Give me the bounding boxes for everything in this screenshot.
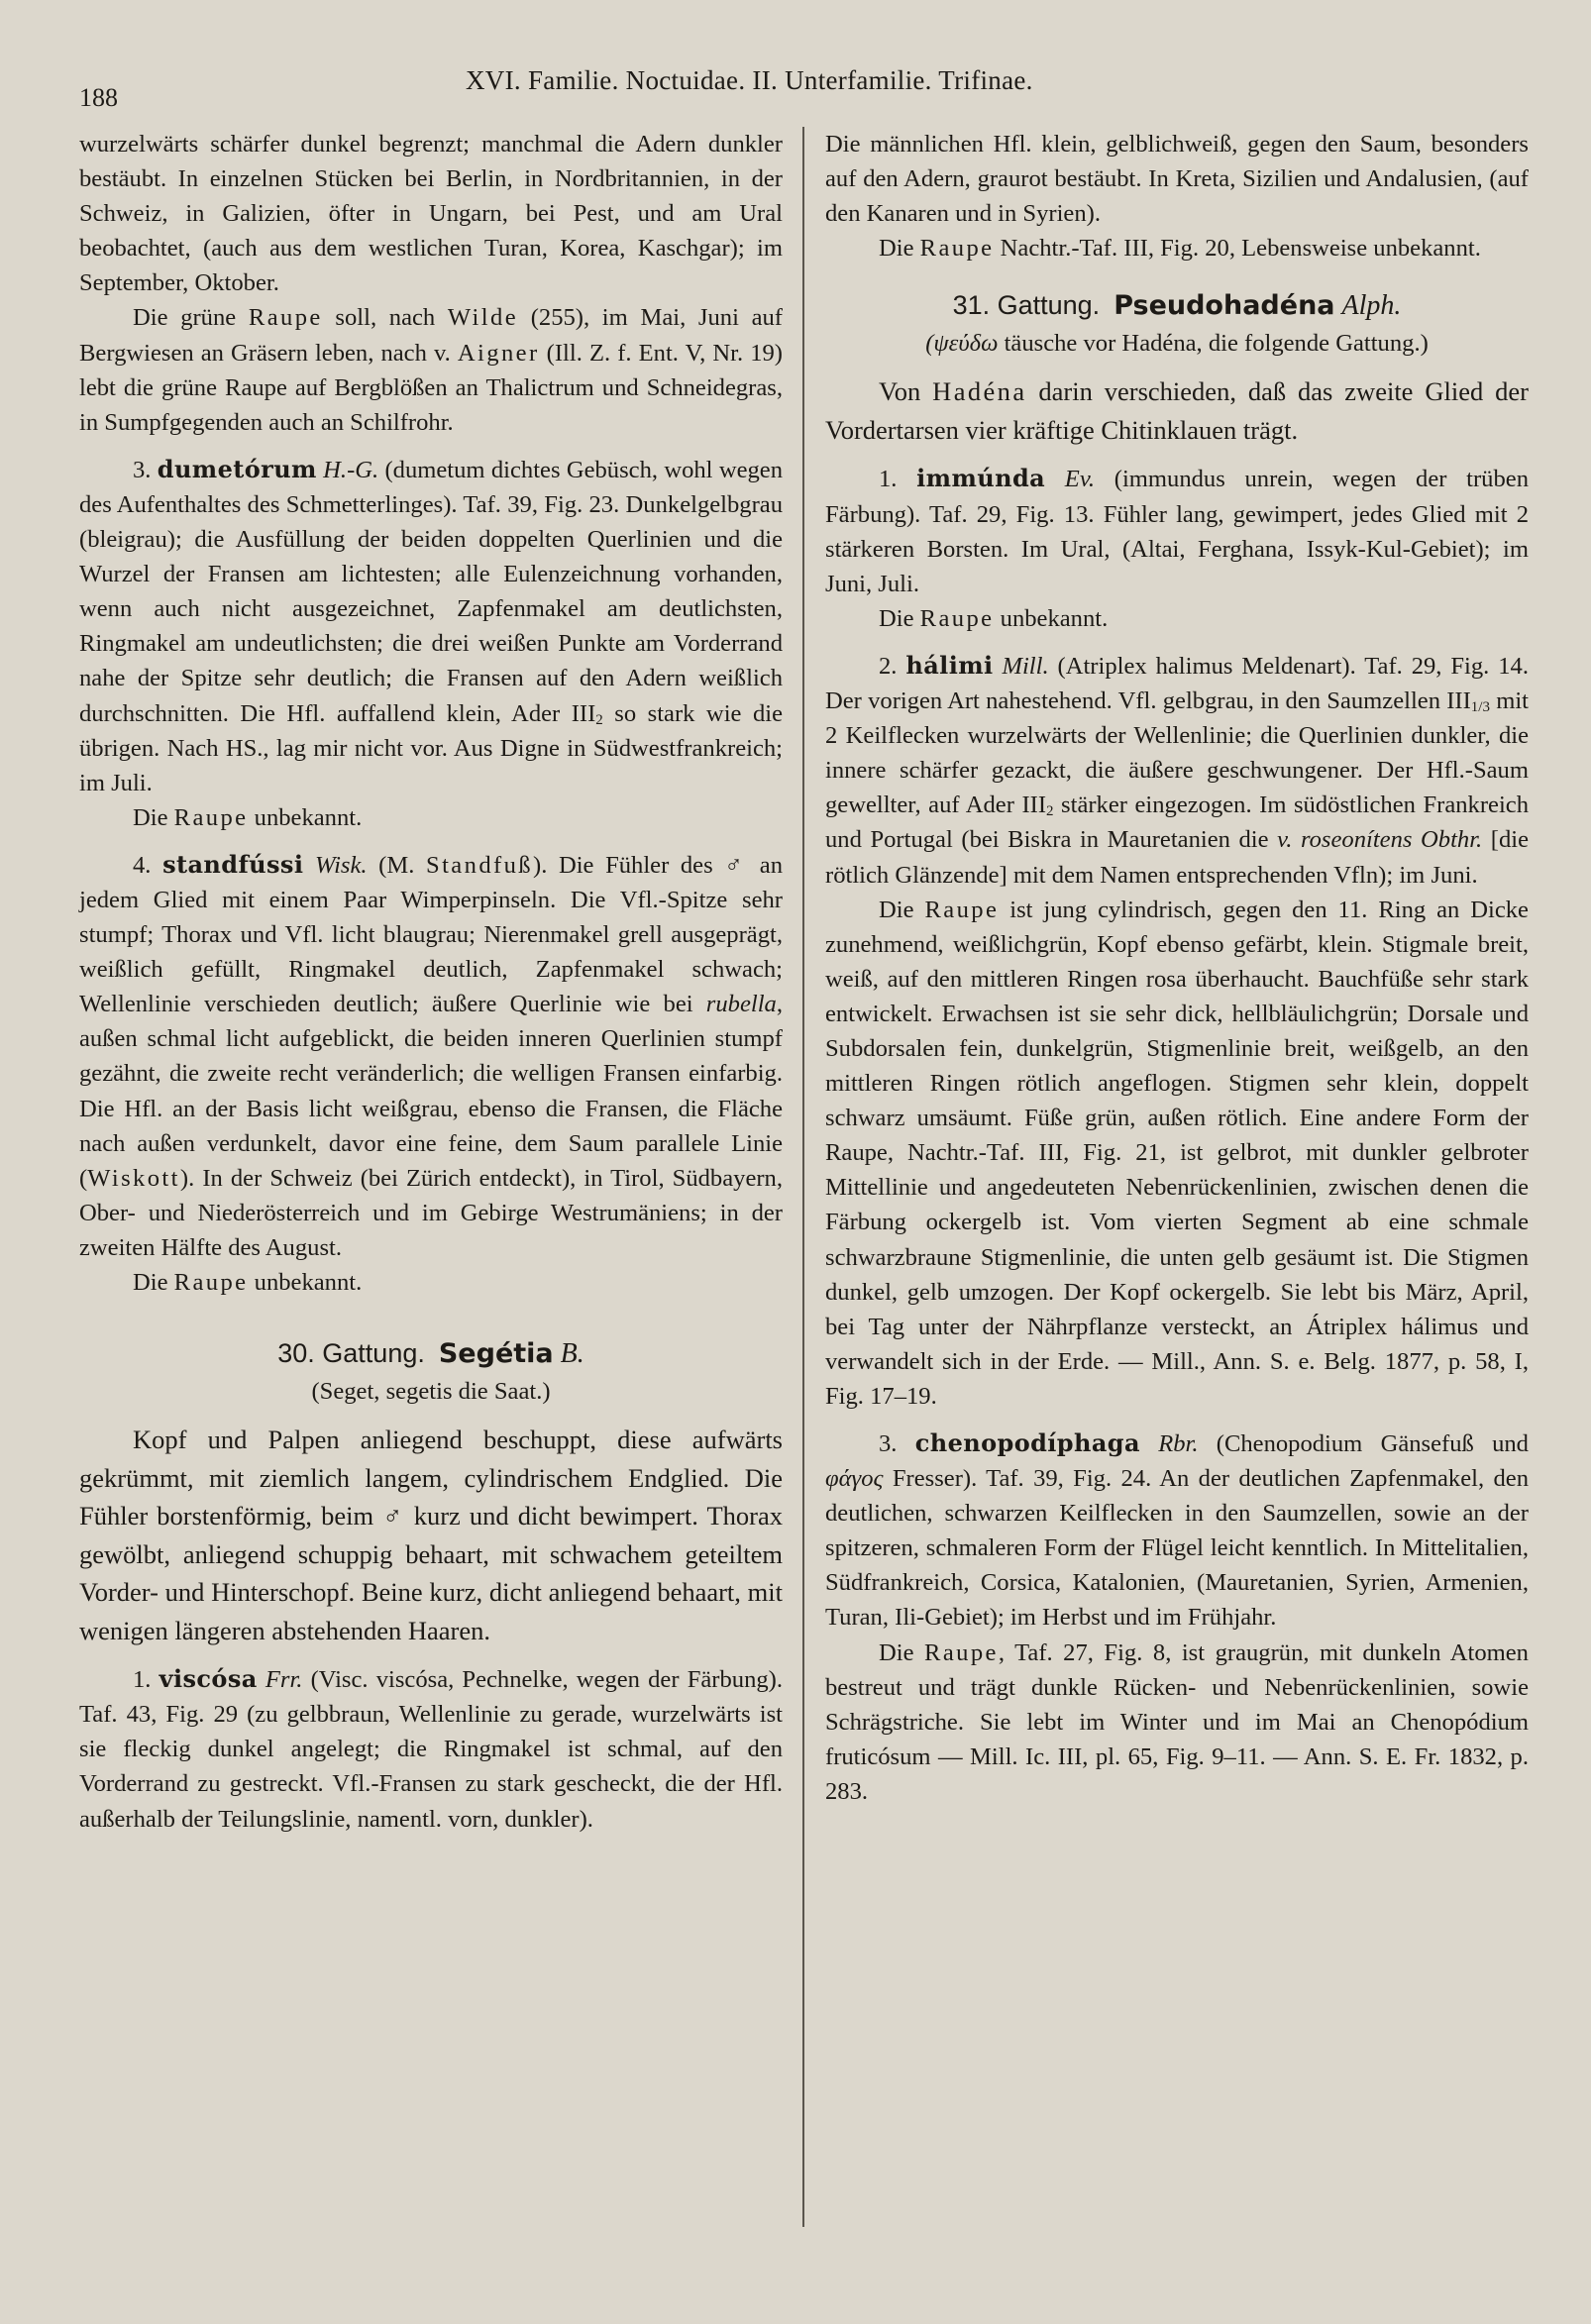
left-column — [79, 127, 783, 1837]
species-entry-chenopodiphaga: 3. chenopodíphaga Rbr. (Chenopodium Gänsefuß und φάγος Fresser). Taf. 39, Fig. 24. An der deutlichen Zapfenmakel, den deutlichen, schwarzen Keilflecken in den Saumzellen, sowie an der spitzeren, schmaleren Form der Flügel leicht kenntlich. In Mittelitalien, Südfrankreich, Corsica, Katalonien, (Mauretanien, Syrien, Armenien, Turan, Ili-Gebiet); im Herbst und im Frühjahr. — [825, 1428, 1529, 1632]
paragraph-continuation: wurzelwärts schärfer dunkel begrenzt; manchmal die Adern dunkler bestäubt. In einzelnen Stücken bei Berlin, in Nordbritannien, in der Schweiz, in Galizien, öfter in Ungarn, bei Pest, und am Ural beobachtet, (auch aus dem westlichen Turan, Korea, Kaschgar); im September, Oktober. — [79, 131, 783, 297]
genus-heading-pseudohadena: 31. Gattung. Pseudohadéna Alph. — [952, 290, 1402, 322]
species-name: standfússi — [162, 849, 304, 879]
right-column — [825, 127, 1529, 1809]
species-name: hálimi — [905, 650, 994, 680]
species-name: chenopodíphaga — [914, 1428, 1140, 1457]
raupe-note: Die Raupe Nachtr.-Taf. III, Fig. 20, Lebensweise unbekannt. — [879, 235, 1481, 263]
paragraph-raupe-note: Die grüne Raupe soll, nach Wilde (255), im Mai, Juni auf Bergwiesen an Gräsern leben, nach v. Aigner (Ill. Z. f. Ent. V, Nr. 19) lebt die grüne Raupe auf Bergblößen an Thalictrum und Schneidegras, in Sumpfgegenden auch an Schilfrohr. — [79, 304, 783, 436]
genus-description: Kopf und Palpen anliegend beschuppt, diese aufwärts gekrümmt, mit ziemlich langem, cylindrischem Endglied. Die Fühler borstenförmig, beim ♂ kurz und dicht bewimpert. Thorax gewölbt, anliegend schuppig behaart, mit schwachem geteiltem Vorder- und Hinterschopf. Beine kurz, dicht anliegend behaart, mit wenigen längeren abstehenden Haaren. — [79, 1425, 783, 1645]
page-header — [79, 65, 1565, 112]
raupe-description: Die Raupe, Taf. 27, Fig. 8, ist graugrün, mit dunkeln Atomen bestreut und trägt dunkle Rücken- und Nebenrückenlinien, sowie Schrägstriche. Sie lebt im Winter und im Mai an Chenopódium fruticósum — Mill. Ic. III, pl. 65, Fig. 9–11. — Ann. S. E. Fr. 1832, p. 283. — [825, 1638, 1529, 1805]
paragraph-continuation: Die männlichen Hfl. klein, gelblichweiß, gegen den Saum, besonders auf den Adern, graurot bestäubt. In Kreta, Sizilien und Andalusien, (auf den Kanaren und in Syrien). — [825, 131, 1529, 228]
species-entry-dumetorum: 3. dumetórum H.-G. (dumetum dichtes Gebüsch, wohl wegen des Aufenthaltes des Schmetterlinges). Taf. 39, Fig. 23. Dunkelgelbgrau (bleigrau); die Ausfüllung der beiden doppelten Querlinien und die Wurzel der Fransen am lichtesten; alle Eulenzeichnung vorhanden, wenn auch nicht ausgezeichnet, Zapfenmakel am deutlichsten, Ringmakel am undeutlichsten; die drei weißen Punkte am Vorderrand nahe der Spitze sehr deutlich; die Fransen auf den Adern weißlich durchschnitten. Die Hfl. auffallend klein, Ader $III_2$ so stark wie die übrigen. Nach HS., lag mir nicht vor. Aus Digne in Südwestfrankreich; im Juli. — [79, 454, 784, 796]
species-name: dumetórum — [157, 454, 317, 483]
species-entry-standfussi: 4. standfússi Wisk. (M. Standfuß). Die Fühler des ♂ an jedem Glied mit einem Paar Wimperpinseln. Die Vfl.-Spitze sehr stumpf; Thorax und Vfl. licht blaugrau; Nierenmakel grell ausgeprägt, weißlich gefüllt, Ringmakel deutlich, Zapfenmakel schwach; Wellenlinie verschieden deutlich; äußere Querlinie wie bei rubella, außen schmal licht aufgeblickt, die beiden inneren Querlinien stumpf gezähnt, die zweite recht veränderlich; die welligen Fransen einfarbig. Die Hfl. an der Basis licht weißgrau, ebenso die Fransen, die Fläche nach außen verdunkelt, davor eine feine, dem Saum parallele Linie (Wiskott). In der Schweiz (bei Zürich entdeckt), in Tirol, Südbayern, Ober- und Niederösterreich und im Gebirge Westrumäniens; in der zweiten Hälfte des August. — [79, 849, 783, 1261]
column-divider — [802, 127, 804, 2227]
species-name: viscósa — [159, 1664, 258, 1694]
running-title: XVI. Familie. Noctuidae. II. Unterfamilie. Trifinae. — [466, 65, 1033, 95]
raupe-note: Die Raupe unbekannt. — [879, 604, 1109, 632]
species-entry-halimi: 2. hálimi Mill. (Atriplex halimus Meldenart). Taf. 29, Fig. 14. Der vorigen Art nahestehend. Vfl. gelbgrau, in den Saumzellen $III_{1/3}$ mit 2 Keilflecken wurzelwärts der Wellenlinie; die Querlinien dunkler, die innere schärfer gezackt, die äußere geschwungener. Der Hfl.-Saum gewellter, auf Ader $III_2$ stärker eingezogen. Im südöstlichen Frankreich und Portugal (bei Biskra in Mauretanien die v. roseonítens Obthr. [die rötlich Glänzende] mit dem Namen entsprechenden Vfln); im Juni. — [825, 650, 1530, 889]
genus-description: Von Hadéna darin verschieden, daß das zweite Glied der Vordertarsen vier kräftige Chitinklauen trägt. — [825, 376, 1529, 445]
raupe-note: Die Raupe unbekannt. — [133, 803, 363, 831]
genus-heading-segetia: 30. Gattung. Segétia B. — [277, 1338, 584, 1370]
raupe-note: Die Raupe unbekannt. — [133, 1269, 363, 1296]
raupe-description: Die Raupe ist jung cylindrisch, gegen den 11. Ring an Dicke zunehmend, weißlichgrün, Kopf ebenso gefärbt, klein. Stigmale breit, weiß, auf den mittleren Ringen rosa überhaucht. Bauchfüße sehr stark entwickelt. Erwachsen ist sie sehr dick, hellbläulichgrün; Dorsale und Subdorsalen fein, dunkelgrün, Stigmenlinie breit, weißgelb, an den mittleren Ringen rötlich angeflogen. Stigmen sehr klein, doppelt schwarz umsäumt. Füße grün, außen rötlich. Eine andere Form der Raupe, Nachtr.-Taf. III, Fig. 21, ist gelbrot, mit dunkler gelbroter Mittellinie und angedeuteten Nebenrückenlinien, zwischen denen die Färbung ockergelb ist. Vom vierten Segment ab eine schmale schwarzbraune Stigmenlinie, die unten gelb gesäumt ist. Die Stigmen dunkel, gelb umzogen. Der Kopf ockergelb. Sie lebt bis März, April, bei Tag unter der Nährpflanze versteckt, an Átriplex hálimus und verwandelt sich in der Erde. — Mill., Ann. S. e. Belg. 1877, p. 58, I, Fig. 17–19. — [825, 896, 1529, 1410]
species-name: immúnda — [916, 464, 1046, 493]
genus-etymology: (ψεύδω täusche vor Hadéna, die folgende Gattung.) — [925, 330, 1429, 358]
genus-etymology: (Seget, segetis die Saat.) — [311, 1378, 551, 1406]
species-entry-immunda: 1. immúnda Ev. (immundus unrein, wegen der trüben Färbung). Taf. 29, Fig. 13. Fühler lang, gewimpert, jedes Glied mit 2 stärkeren Borsten. Im Ural, (Altai, Ferghana, Issyk-Kul-Gebiet); im Juni, Juli. — [825, 464, 1529, 597]
page-number: 188 — [79, 83, 118, 112]
species-entry-viscosa: 1. viscósa Frr. (Visc. viscósa, Pechnelke, wegen der Färbung). Taf. 43, Fig. 29 (zu gelbbraun, Wellenlinie zu gerade, wurzelwärts ist sie fleckig dunkel angelegt; die Ringmakel ist schmal, auf den Vorderrand zu gestreckt. Vfl.-Fransen zu stark gescheckt, die der Hfl. außerhalb der Teilungslinie, namentl. vorn, dunkler). — [79, 1664, 784, 1833]
